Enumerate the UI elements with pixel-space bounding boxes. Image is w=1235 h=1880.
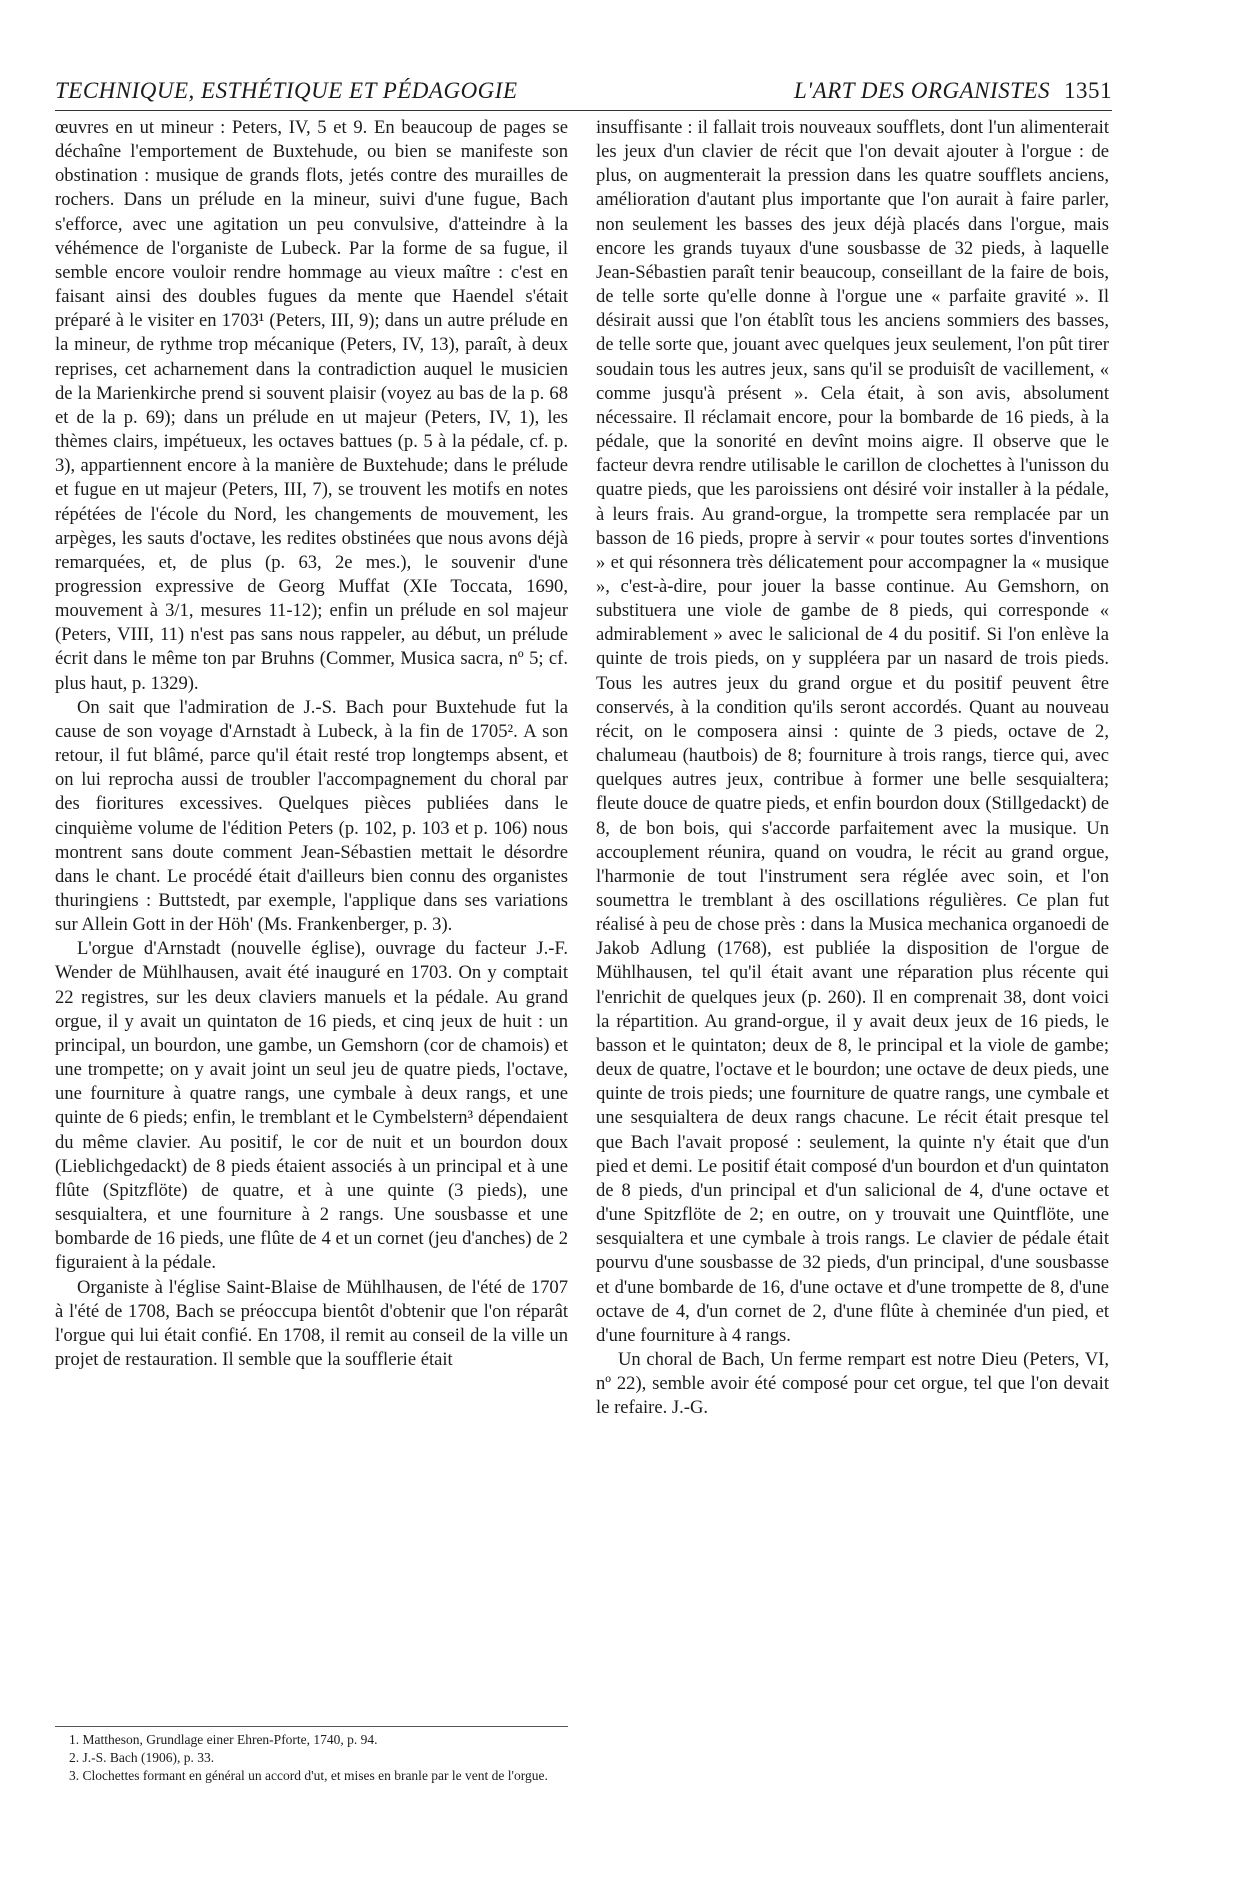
running-header (55, 74, 1112, 108)
paragraph: Organiste à l'église Saint-Blaise de Mühlhausen, de l'été de 1707 à l'été de 1708, Bach se préoccupa bientôt d'obtenir que l'on réparât l'orgue qui lui était confié. En 1708, il remit au conseil de la ville un projet de restauration. Il semble que la soufflerie était (55, 1276, 568, 1370)
paragraph: L'orgue d'Arnstadt (nouvelle église), ouvrage du facteur J.-F. Wender de Mühlhausen, avait été inauguré en 1703. On y comptait 22 registres, sur les deux claviers manuels et la pédale. Au grand orgue, il y avait un quintaton de 16 pieds, et cinq jeux de huit : un principal, un bourdon, une gambe, un Gemshorn (cor de chamois) et une trompette; on y avait joint un seul jeu de quatre pieds, l'octave, une fourniture à quatre rangs, une cymbale à deux rangs, et une quinte de 6 pieds; enfin, le tremblant et le Cymbelstern³ dépendaient du même clavier. Au positif, le cor de nuit et un bourdon doux (Lieblichgedackt) de 8 pieds étaient associés à un principal et à une flûte (Spitzflöte) de quatre, et à une quinte (3 pieds), une sesquialtera, et une fourniture à 2 rangs. Une sousbasse et une bombarde de 16 pieds, une flûte de 4 et un cornet (jeu d'anches) de 2 figuraient à la pédale. (55, 938, 568, 1274)
header-right-group (794, 74, 1112, 108)
footnote: 2. J.-S. Bach (1906), p. 33. (69, 1750, 215, 1765)
paragraph: On sait que l'admiration de J.-S. Bach pour Buxtehude fut la cause de son voyage d'Arnstadt à Lubeck, à la fin de 1705². A son retour, il fut blâmé, parce qu'il était resté trop longtemps absent, et on lui reprocha aussi de troubler l'accompagnement du choral par des fioritures excessives. Quelques pièces publiées dans le cinquième volume de l'édition Peters (p. 102, p. 103 et p. 106) nous montrent sans doute comment Jean-Sébastien mettait le désordre dans le chant. Le procédé était d'ailleurs bien connu des organistes thuringiens : Buttstedt, par exemple, l'applique dans ses variations sur Allein Gott in der Höh' (Ms. Frankenberger, p. 3). (55, 696, 568, 936)
footnote: 3. Clochettes formant en général un accord d'ut, et mises en branle par le vent de l'orgue. (69, 1768, 548, 1783)
footnote: 1. Mattheson, Grundlage einer Ehren-Pforte, 1740, p. 94. (69, 1732, 378, 1747)
right-column (596, 116, 1109, 1420)
header-rule (55, 110, 1112, 111)
header-section-title: TECHNIQUE, ESTHÉTIQUE ET PÉDAGOGIE (55, 78, 518, 103)
footnotes (55, 1726, 568, 1785)
paragraph: Un choral de Bach, Un ferme rempart est notre Dieu (Peters, VI, nº 22), semble avoir été composé pour cet orgue, tel que l'on devait le refaire. J.-G. (596, 1348, 1109, 1419)
paragraph: œuvres en ut mineur : Peters, IV, 5 et 9. En beaucoup de pages se déchaîne l'emportement de Buxtehude, ou bien se manifeste son obstination : musique de grands flots, jetés contre des murailles de rochers. Dans un prélude en la mineur, suivi d'une fugue, Bach s'efforce, avec une agitation un peu convulsive, d'atteindre à la véhémence de l'organiste de Lubeck. Par la forme de sa fugue, il semble encore vouloir rendre hommage au vieux maître : c'est en faisant ainsi des doubles fugues da mente que Haendel s'était préparé à le visiter en 1703¹ (Peters, III, 9); dans un autre prélude en la mineur, de rythme trop mécanique (Peters, IV, 13), paraît, à deux reprises, cet acharnement dans la contradiction auquel le musicien de la Marienkirche prend si souvent plaisir (voyez au bas de la p. 68 et de la p. 69); dans un prélude en ut majeur (Peters, IV, 1), les thèmes clairs, impétueux, les octaves battues (p. 5 à la pédale, cf. p. 3), appartiennent encore à la manière de Buxtehude; dans le prélude et fugue en ut majeur (Peters, III, 7), se trouvent les motifs en notes répétées de l'école du Nord, les changements de mouvement, les arpèges, les sauts d'octave, les redites obstinées que nous avons déjà remarquées, et, de plus (p. 63, 2e mes.), le souvenir d'une progression expressive de Georg Muffat (XIe Toccata, 1690, mouvement à 3/1, mesures 11-12); enfin un prélude en sol majeur (Peters, VIII, 11) n'est pas sans nous rappeler, au début, un prélude écrit dans le même ton par Bruhns (Commer, Musica sacra, nº 5; cf. plus haut, p. 1329). (55, 117, 568, 694)
left-column (55, 116, 568, 1372)
page-number: 1351 (1064, 78, 1112, 103)
header-chapter-title: L'ART DES ORGANISTES (793, 78, 1050, 103)
paragraph: insuffisante : il fallait trois nouveaux soufflets, dont l'un alimenterait les jeux d'un clavier de récit que l'on devait ajouter à l'orgue : de plus, on augmenterait la pression dans les quatre soufflets anciens, amélioration d'autant plus importante que l'on aurait à faire parler, non seulement les basses des jeux déjà placés dans l'orgue, mais encore les grands tuyaux d'une sousbasse de 32 pieds, à laquelle Jean-Sébastien paraît tenir beaucoup, conseillant de la faire de bois, de telle sorte qu'elle donne à l'orgue une « parfaite gravité ». Il désirait aussi que l'on établît tous les anciens sommiers des basses, de telle sorte que, jouant avec quelques jeux seulement, l'on pût tirer soudain tous les autres jeux, sans qu'il se produisît de vacillement, « comme jusqu'à présent ». Cela était, à son avis, absolument nécessaire. Il réclamait encore, pour la bombarde de 16 pieds, à la pédale, que la sonorité en devînt moins aigre. Il observe que le facteur devra rendre utilisable le carillon de clochettes à l'unisson du quatre pieds, que les paroissiens ont désiré voir installer à la pédale, à leurs frais. Au grand-orgue, la trompette sera remplacée par un basson de 16 pieds, propre à servir « pour toutes sortes d'inventions » et qui résonnera très délicatement pour accompagner la « musique », c'est-à-dire, pour jouer la basse continue. Au Gemshorn, on substituera une viole de gambe de 8 pieds, qui corresponde « admirablement » avec le salicional de 4 du positif. Si l'on enlève la quinte de trois pieds, on y suppléera par un nasard de trois pieds. Tous les autres jeux du grand orgue et du positif peuvent être conservés, à la condition qu'ils seront accordés. Quant au nouveau récit, on le composera ainsi : quinte de 3 pieds, octave de 2, chalumeau (hautbois) de 8; fourniture à trois rangs, tierce qui, avec quelques autres jeux, contribue à former une belle sesquialtera; fleute douce de quatre pieds, et enfin bourdon doux (Stillgedackt) de 8, de bon bois, qui s'accorde parfaitement avec la musique. Un accouplement réunira, quand on voudra, le récit au grand orgue, l'harmonie de tout l'instrument sera réglée avec soin, et l'on soumettra le tremblant à des oscillations régulières. Ce plan fut réalisé à peu de chose près : dans la Musica mechanica organoedi de Jakob Adlung (1768), est publiée la disposition de l'orgue de Mühlhausen, tel qu'il était avant une réparation plus récente qui l'enrichit de quelques jeux (p. 260). Il en comprenait 38, dont voici la répartition. Au grand-orgue, il y avait deux jeux de 16 pieds, le basson et le quintaton; deux de 8, le principal et la viole de gambe; deux de quatre, l'octave et le bourdon; une octave de deux pieds, une quinte de trois pieds; une fourniture de quatre rangs, une cymbale et une sesquialtera de deux rangs chacune. Le récit était presque tel que Bach l'avait proposé : seulement, la quinte n'y était que d'un pied et demi. Le positif était composé d'un bourdon et d'un quintaton de 8 pieds, d'un principal et d'un salicional de 4, d'une octave et d'une Spitzflöte de 2; en outre, on y trouvait une Quintflöte, une sesquialtera et une cymbale à trois rangs. Le clavier de pédale était pourvu d'une sousbasse de 32 pieds, d'un principal, d'une sousbasse et d'une bombarde de 16, d'une octave et d'une trompette de 8, d'une octave de 4, d'un cornet de 2, d'une flûte à cheminée d'un pied, et d'une fourniture à 4 rangs. (596, 117, 1109, 1346)
